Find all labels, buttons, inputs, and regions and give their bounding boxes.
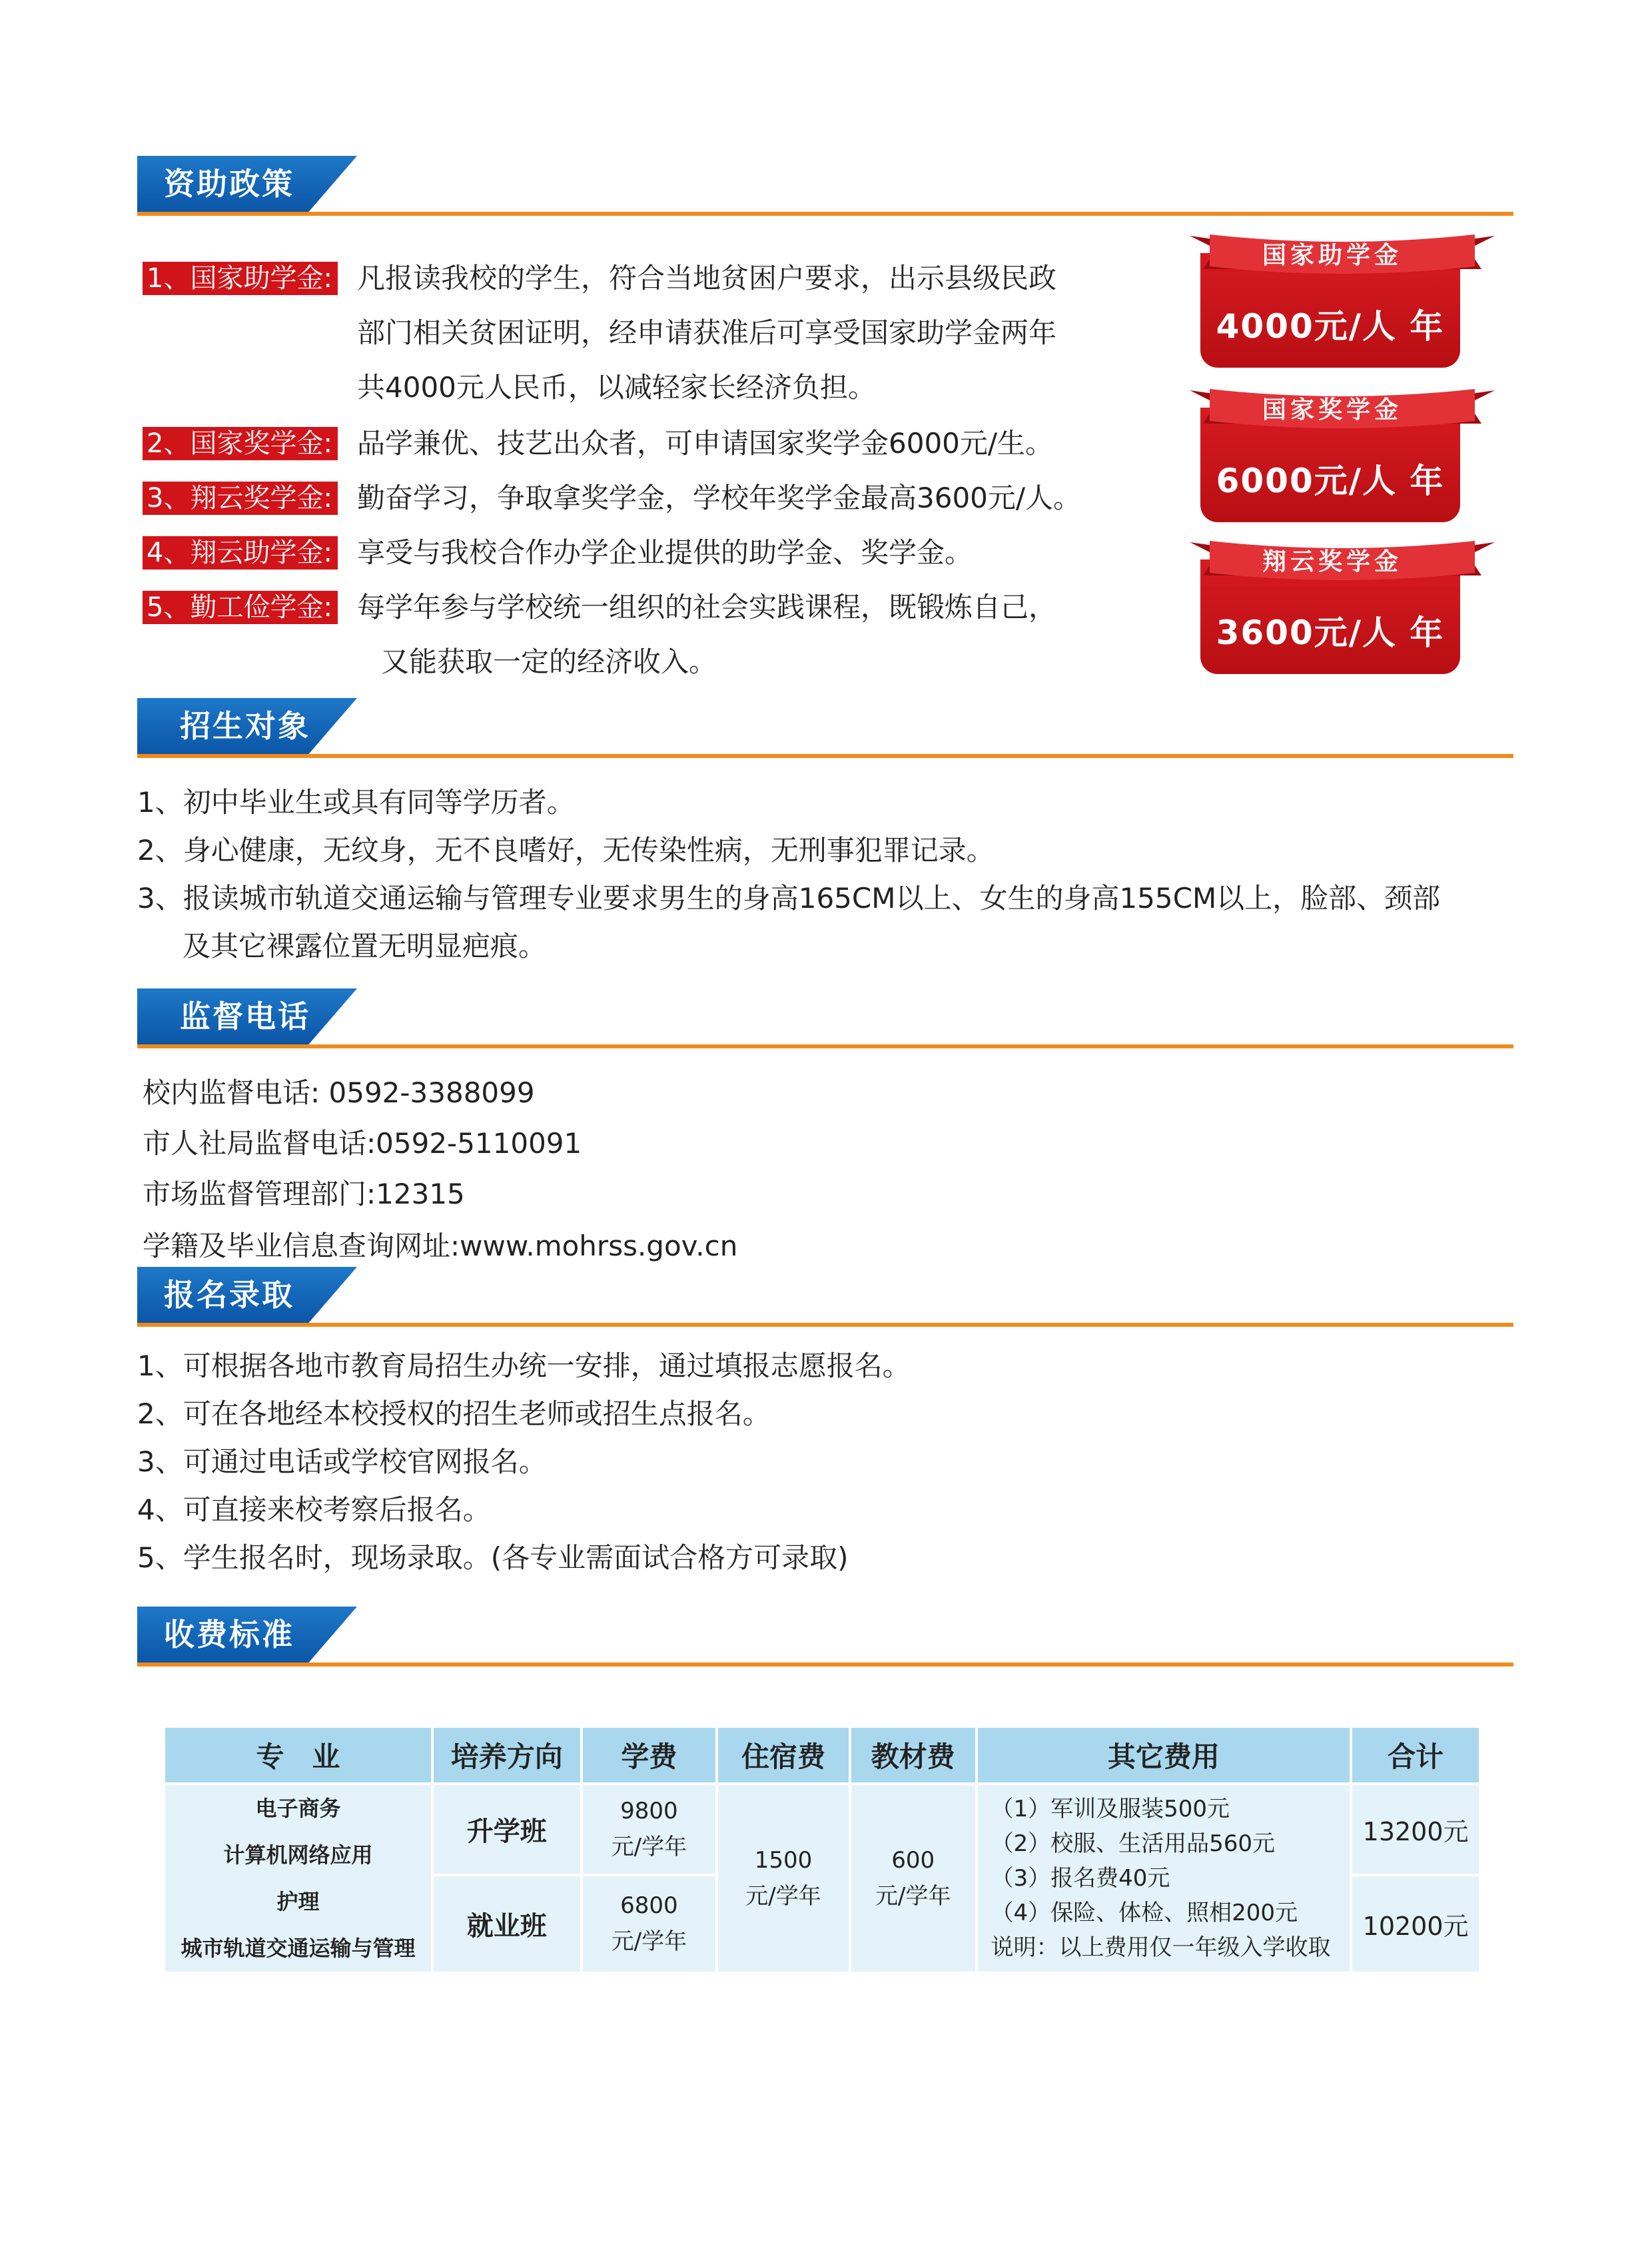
- badge-amount: 4000元/人 年: [1216, 307, 1445, 346]
- section-header-supervision-phone: [137, 988, 1513, 1048]
- registration-line: 3、可通过电话或学校官网报名。: [137, 1445, 547, 1478]
- tuition-unit: 元/学年: [611, 1834, 687, 1861]
- direction-cell: 就业班: [434, 1876, 580, 1972]
- other-fee-note: 说明：以上费用仅一年级入学收取: [991, 1934, 1331, 1961]
- phone-line-query-url: 学籍及毕业信息查询网址:www.mohrss.gov.cn: [143, 1230, 738, 1262]
- registration-line: 4、可直接来校考察后报名。: [137, 1493, 491, 1526]
- section-rule: [137, 212, 1513, 216]
- aid-text: 又能获取一定的经济收入。: [381, 645, 717, 678]
- aid-label-xiangyun-grant: 4、翔云助学金:: [143, 536, 338, 569]
- dorm-cell: [718, 1785, 849, 1972]
- badge-national-scholarship: [1192, 381, 1492, 528]
- phone-line-hr-bureau: 市人社局监督电话:0592-5110091: [143, 1127, 582, 1160]
- header-tuition: 学费: [583, 1728, 716, 1782]
- aid-text: 每学年参与学校统一组织的社会实践课程，既锻炼自己，: [357, 591, 1057, 623]
- major-name: 城市轨道交通运输与管理: [181, 1936, 416, 1961]
- badge-xiangyun-scholarship: [1192, 533, 1492, 679]
- books-amount: 600: [891, 1847, 935, 1874]
- section-header-aid-policy: [137, 156, 1513, 216]
- section-rule: [137, 1663, 1513, 1667]
- aid-text: 部门相关贫困证明，经申请获准后可享受国家助学金两年: [357, 316, 1057, 349]
- dorm-amount: 1500: [754, 1847, 813, 1874]
- tuition-cell: [583, 1876, 716, 1972]
- header-dorm: 住宿费: [718, 1728, 849, 1782]
- tuition-amount: 9800: [620, 1798, 678, 1825]
- target-line: 2、身心健康，无纹身，无不良嗜好，无传染性病，无刑事犯罪记录。: [137, 834, 995, 867]
- badge-national-grant: [1192, 226, 1492, 373]
- books-unit: 元/学年: [875, 1883, 951, 1910]
- books-cell: [851, 1785, 975, 1972]
- badge-title: 国家助学金: [1262, 242, 1402, 269]
- section-title-registration: 报名录取: [164, 1277, 294, 1313]
- aid-text: 勤奋学习，争取拿奖学金，学校年奖学金最高3600元/人。: [357, 482, 1082, 514]
- table-row: [165, 1785, 1479, 1874]
- registration-line: 1、可根据各地市教育局招生办统一安排，通过填报志愿报名。: [137, 1349, 911, 1382]
- other-fee-item: （3）报名费40元: [991, 1865, 1170, 1892]
- section-title-fee-standard: 收费标准: [164, 1617, 294, 1653]
- direction-cell: 升学班: [434, 1785, 580, 1874]
- other-fees-cell: [978, 1785, 1350, 1972]
- header-total: 合计: [1352, 1728, 1479, 1782]
- section-title-supervision-phone: 监督电话: [180, 998, 310, 1034]
- badge-amount: 3600元/人 年: [1216, 613, 1445, 652]
- registration-line: 2、可在各地经本校授权的招生老师或招生点报名。: [137, 1397, 771, 1430]
- aid-label-xiangyun-scholarship: 3、翔云奖学金:: [143, 482, 338, 515]
- aid-label-national-grant: 1、国家助学金:: [143, 262, 338, 295]
- section-header-enroll-target: [137, 698, 1513, 758]
- fee-table: [163, 1725, 1481, 1974]
- header-books: 教材费: [851, 1728, 975, 1782]
- tuition-unit: 元/学年: [611, 1928, 687, 1956]
- aid-text: 品学兼优、技艺出众者，可申请国家奖学金6000元/生。: [357, 427, 1054, 460]
- section-rule: [137, 754, 1513, 758]
- header-direction: 培养方向: [434, 1728, 580, 1782]
- target-line: 及其它裸露位置无明显疤痕。: [183, 930, 547, 962]
- header-other-fees: 其它费用: [978, 1728, 1350, 1782]
- fee-table-header-row: [165, 1728, 1479, 1782]
- target-line: 1、初中毕业生或具有同等学历者。: [137, 786, 575, 819]
- badge-amount: 6000元/人 年: [1216, 462, 1445, 500]
- total-cell: 10200元: [1352, 1876, 1479, 1972]
- badge-title: 国家奖学金: [1262, 396, 1402, 424]
- registration-line: 5、学生报名时，现场录取。(各专业需面试合格方可录取): [137, 1541, 849, 1574]
- tuition-amount: 6800: [620, 1892, 678, 1920]
- major-name: 计算机网络应用: [223, 1842, 373, 1868]
- total-cell: 13200元: [1352, 1785, 1479, 1874]
- aid-text: 凡报读我校的学生，符合当地贫困户要求，出示县级民政: [357, 262, 1057, 294]
- section-rule: [137, 1323, 1513, 1327]
- other-fee-item: （1）军训及服装500元: [991, 1796, 1230, 1822]
- section-rule: [137, 1044, 1513, 1048]
- tuition-cell: [583, 1785, 716, 1874]
- majors-cell: [165, 1785, 431, 1972]
- section-title-enroll-target: 招生对象: [180, 708, 310, 744]
- phone-line-market-supervision: 市场监督管理部门:12315: [143, 1178, 465, 1210]
- aid-label-national-scholarship: 2、国家奖学金:: [143, 427, 338, 460]
- section-header-registration: [137, 1267, 1513, 1327]
- section-title-aid-policy: 资助政策: [164, 166, 294, 202]
- dorm-unit: 元/学年: [745, 1883, 821, 1910]
- target-line: 3、报读城市轨道交通运输与管理专业要求男生的身高165CM以上、女生的身高155CM以上，脸部、颈部: [137, 882, 1441, 915]
- other-fee-item: （4）保险、体检、照相200元: [991, 1900, 1298, 1926]
- other-fee-item: （2）校服、生活用品560元: [991, 1830, 1276, 1857]
- major-name: 电子商务: [255, 1796, 341, 1821]
- header-major: 专 业: [165, 1728, 431, 1782]
- badge-title: 翔云奖学金: [1262, 548, 1402, 575]
- aid-text: 共4000元人民币，以减轻家长经济负担。: [357, 371, 876, 404]
- major-name: 护理: [276, 1889, 320, 1914]
- phone-line-campus: 校内监督电话: 0592-3388099: [143, 1076, 535, 1109]
- section-header-fee-standard: [137, 1607, 1513, 1667]
- aid-text: 享受与我校合作办学企业提供的助学金、奖学金。: [357, 536, 973, 569]
- aid-label-work-study: 5、勤工俭学金:: [143, 591, 338, 624]
